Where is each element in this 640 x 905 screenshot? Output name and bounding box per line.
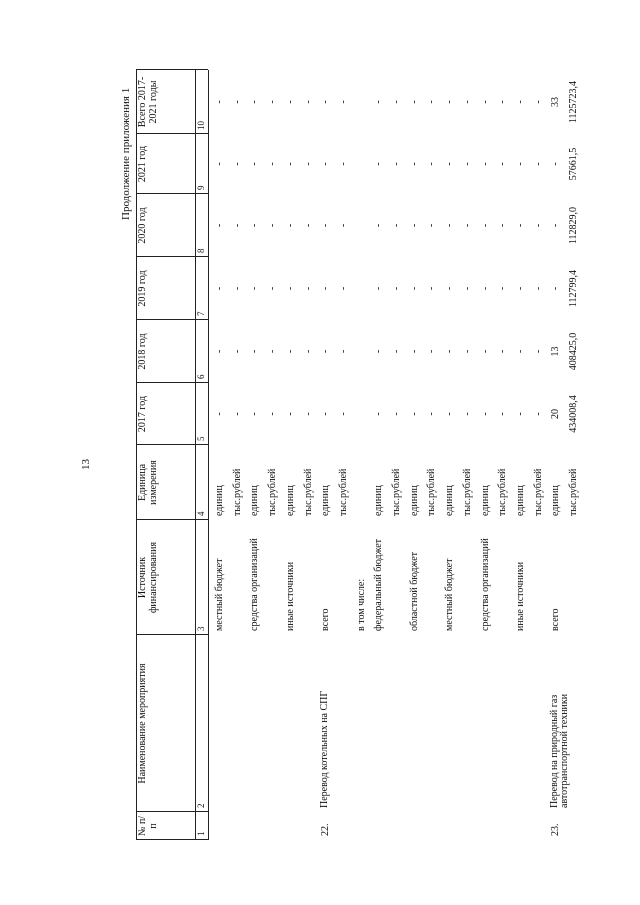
row-value: - — [337, 223, 349, 228]
row-unit: единиц — [214, 485, 225, 516]
row-value: - — [373, 286, 385, 291]
row-value: - — [514, 223, 526, 228]
row-value: - — [320, 223, 332, 228]
row-unit: единиц — [514, 485, 526, 516]
row-value: - — [231, 223, 243, 228]
row-value: - — [426, 412, 438, 416]
row-value: - — [373, 100, 385, 104]
row-value: - — [337, 286, 349, 291]
row-value: - — [320, 286, 332, 291]
row-value: - — [302, 412, 314, 416]
row-activity-name: Перевод котельных на СПГ — [319, 690, 331, 808]
row-value: - — [479, 100, 491, 104]
number-row-border — [208, 70, 209, 840]
column-divider — [136, 382, 208, 383]
column-header-4: Единица измерения — [137, 460, 159, 505]
row-number: 23. — [550, 823, 562, 836]
row-value: - — [267, 412, 279, 416]
row-value: - — [267, 223, 279, 228]
row-value: - — [408, 286, 420, 291]
row-value: - — [444, 349, 456, 354]
row-value: - — [479, 223, 491, 228]
row-value: - — [532, 100, 544, 104]
row-funding-source: иные источники — [514, 561, 526, 631]
row-funding-source: областной бюджет — [408, 551, 420, 631]
row-value: - — [444, 100, 456, 104]
column-header-8: 2020 год — [137, 207, 148, 244]
row-value: - — [214, 162, 225, 166]
row-value: - — [391, 349, 402, 354]
row-value: - — [373, 349, 385, 354]
row-value: - — [302, 349, 314, 354]
row-value: - — [426, 349, 438, 354]
row-unit: тыс.рублей — [497, 468, 509, 516]
row-value: - — [514, 286, 526, 291]
column-divider — [136, 839, 208, 840]
row-value: - — [532, 286, 544, 291]
row-value: - — [408, 162, 420, 166]
row-value: - — [267, 349, 279, 354]
column-divider — [136, 811, 208, 812]
row-value: - — [214, 349, 225, 354]
row-value: - — [249, 349, 261, 354]
column-number: 8 — [196, 248, 206, 253]
row-value: - — [231, 100, 243, 104]
continuation-note: Продолжение приложения 1 — [120, 87, 132, 220]
row-value: - — [231, 412, 243, 416]
row-value: - — [408, 100, 420, 104]
column-number: 10 — [196, 121, 206, 130]
row-value: - — [284, 162, 296, 166]
column-divider — [136, 519, 208, 520]
column-header-10: Всего 2017-2021 годы — [137, 76, 159, 128]
row-unit: тыс.рублей — [302, 468, 314, 516]
row-funding-source: местный бюджет — [444, 558, 456, 631]
row-funding-source: местный бюджет — [214, 558, 225, 631]
row-funding-source: средства организаций — [479, 538, 491, 631]
row-value: - — [408, 412, 420, 416]
row-value: - — [444, 223, 456, 228]
rotated-table-sheet — [70, 70, 580, 840]
row-value: - — [337, 162, 349, 166]
row-value: - — [514, 412, 526, 416]
row-value: 112829,0 — [568, 206, 579, 245]
row-value: - — [479, 349, 491, 354]
row-value: - — [426, 100, 438, 104]
row-value: - — [284, 286, 296, 291]
row-value: - — [284, 349, 296, 354]
row-value: - — [302, 286, 314, 291]
row-value: 408425,0 — [568, 332, 579, 371]
row-value: - — [249, 412, 261, 416]
column-divider — [136, 193, 208, 194]
row-value: - — [514, 162, 526, 166]
row-value: - — [461, 286, 473, 291]
row-value: - — [479, 286, 491, 291]
row-unit: тыс.рублей — [461, 468, 473, 516]
row-value: - — [391, 162, 402, 166]
row-value: - — [444, 286, 456, 291]
column-divider — [136, 319, 208, 320]
row-value: - — [214, 286, 225, 291]
row-value: - — [231, 349, 243, 354]
row-value: - — [391, 223, 402, 228]
row-value: - — [408, 349, 420, 354]
column-number: 7 — [196, 311, 206, 316]
column-header-7: 2019 год — [137, 270, 148, 307]
row-value: - — [514, 100, 526, 104]
row-value: - — [497, 286, 509, 291]
row-value: - — [550, 162, 562, 166]
row-value: - — [497, 162, 509, 166]
row-value: 1125723,4 — [568, 80, 579, 124]
row-value: 13 — [550, 346, 562, 357]
row-value: - — [267, 286, 279, 291]
row-value: - — [497, 412, 509, 416]
row-value: - — [320, 162, 332, 166]
row-value: - — [373, 223, 385, 228]
row-value: - — [461, 223, 473, 228]
row-value: - — [461, 162, 473, 166]
row-funding-source: иные источники — [284, 561, 296, 631]
row-unit: тыс.рублей — [426, 468, 438, 516]
row-value: - — [391, 412, 402, 416]
row-value: - — [267, 162, 279, 166]
column-header-1: № п/п — [137, 815, 159, 837]
row-value: - — [497, 223, 509, 228]
row-value: - — [479, 412, 491, 416]
row-value: - — [461, 100, 473, 104]
row-value: - — [231, 286, 243, 291]
column-number: 9 — [196, 185, 206, 190]
row-unit: единиц — [284, 485, 296, 516]
row-value: - — [391, 100, 402, 104]
row-value: - — [302, 100, 314, 104]
row-unit: тыс.рублей — [568, 468, 579, 516]
row-unit: единиц — [373, 485, 385, 516]
column-header-6: 2018 год — [137, 333, 148, 370]
row-funding-source: федеральный бюджет — [373, 538, 385, 631]
row-value: - — [320, 412, 332, 416]
row-value: - — [373, 412, 385, 416]
row-value: 434008,4 — [568, 395, 579, 433]
row-activity-name: Перевод на природный газ автотранспортной техники — [549, 693, 571, 808]
row-funding-source: в том числе: — [355, 578, 367, 631]
row-value: - — [320, 100, 332, 104]
row-value: - — [214, 223, 225, 228]
row-funding-source: всего — [550, 608, 562, 631]
row-value: - — [337, 100, 349, 104]
row-unit: тыс.рублей — [231, 468, 243, 516]
page-number: 13 — [80, 459, 92, 470]
column-divider — [136, 69, 208, 70]
row-value: - — [284, 100, 296, 104]
column-header-9: 2021 год — [137, 145, 148, 183]
row-unit: тыс.рублей — [532, 468, 544, 516]
row-value: - — [532, 223, 544, 228]
row-value: - — [302, 223, 314, 228]
row-value: - — [214, 100, 225, 104]
row-value: - — [497, 100, 509, 104]
row-value: - — [550, 223, 562, 228]
row-value: - — [408, 223, 420, 228]
row-value: 33 — [550, 97, 562, 107]
row-value: - — [249, 100, 261, 104]
row-unit: единиц — [444, 485, 456, 516]
row-value: - — [267, 100, 279, 104]
column-divider — [136, 256, 208, 257]
row-value: - — [532, 349, 544, 354]
column-divider — [136, 444, 208, 445]
row-value: - — [284, 223, 296, 228]
row-value: - — [391, 286, 402, 291]
row-value: - — [284, 412, 296, 416]
row-value: - — [373, 162, 385, 166]
row-value: 20 — [550, 409, 562, 419]
row-value: - — [461, 412, 473, 416]
row-value: - — [249, 223, 261, 228]
row-funding-source: средства организаций — [249, 538, 261, 631]
row-funding-source: всего — [320, 608, 332, 631]
row-value: - — [320, 349, 332, 354]
row-value: - — [514, 349, 526, 354]
column-header-5: 2017 год — [137, 395, 148, 433]
column-divider — [136, 133, 208, 134]
row-value: - — [337, 412, 349, 416]
row-unit: единиц — [479, 485, 491, 516]
column-divider — [136, 634, 208, 635]
row-value: - — [461, 349, 473, 354]
row-unit: единиц — [249, 485, 261, 516]
column-number: 3 — [196, 626, 206, 631]
row-value: - — [337, 349, 349, 354]
row-value: - — [214, 412, 225, 416]
row-value: - — [444, 412, 456, 416]
row-value: - — [426, 223, 438, 228]
row-value: 57661,5 — [568, 147, 579, 181]
row-number: 22. — [320, 823, 332, 836]
row-value: - — [249, 162, 261, 166]
row-value: - — [532, 162, 544, 166]
row-value: - — [302, 162, 314, 166]
column-number: 6 — [196, 374, 206, 379]
row-unit: единиц — [408, 485, 420, 516]
row-value: - — [426, 162, 438, 166]
column-number: 4 — [196, 511, 206, 516]
row-value: 112799,4 — [568, 269, 579, 308]
row-value: - — [550, 286, 562, 291]
row-value: - — [532, 412, 544, 416]
row-unit: тыс.рублей — [267, 468, 279, 516]
column-header-2: Наименование мероприятия — [137, 663, 148, 784]
column-number: 2 — [196, 803, 206, 808]
row-unit: единиц — [320, 485, 332, 516]
row-value: - — [479, 162, 491, 166]
row-unit: тыс.рублей — [391, 468, 402, 516]
row-unit: единиц — [550, 485, 562, 516]
row-value: - — [426, 286, 438, 291]
row-value: - — [249, 286, 261, 291]
row-value: - — [231, 162, 243, 166]
row-value: - — [497, 349, 509, 354]
row-value: - — [444, 162, 456, 166]
column-number: 1 — [196, 831, 206, 836]
column-header-3: Источник финансирования — [137, 541, 159, 614]
row-unit: тыс.рублей — [337, 468, 349, 516]
column-number: 5 — [196, 436, 206, 441]
